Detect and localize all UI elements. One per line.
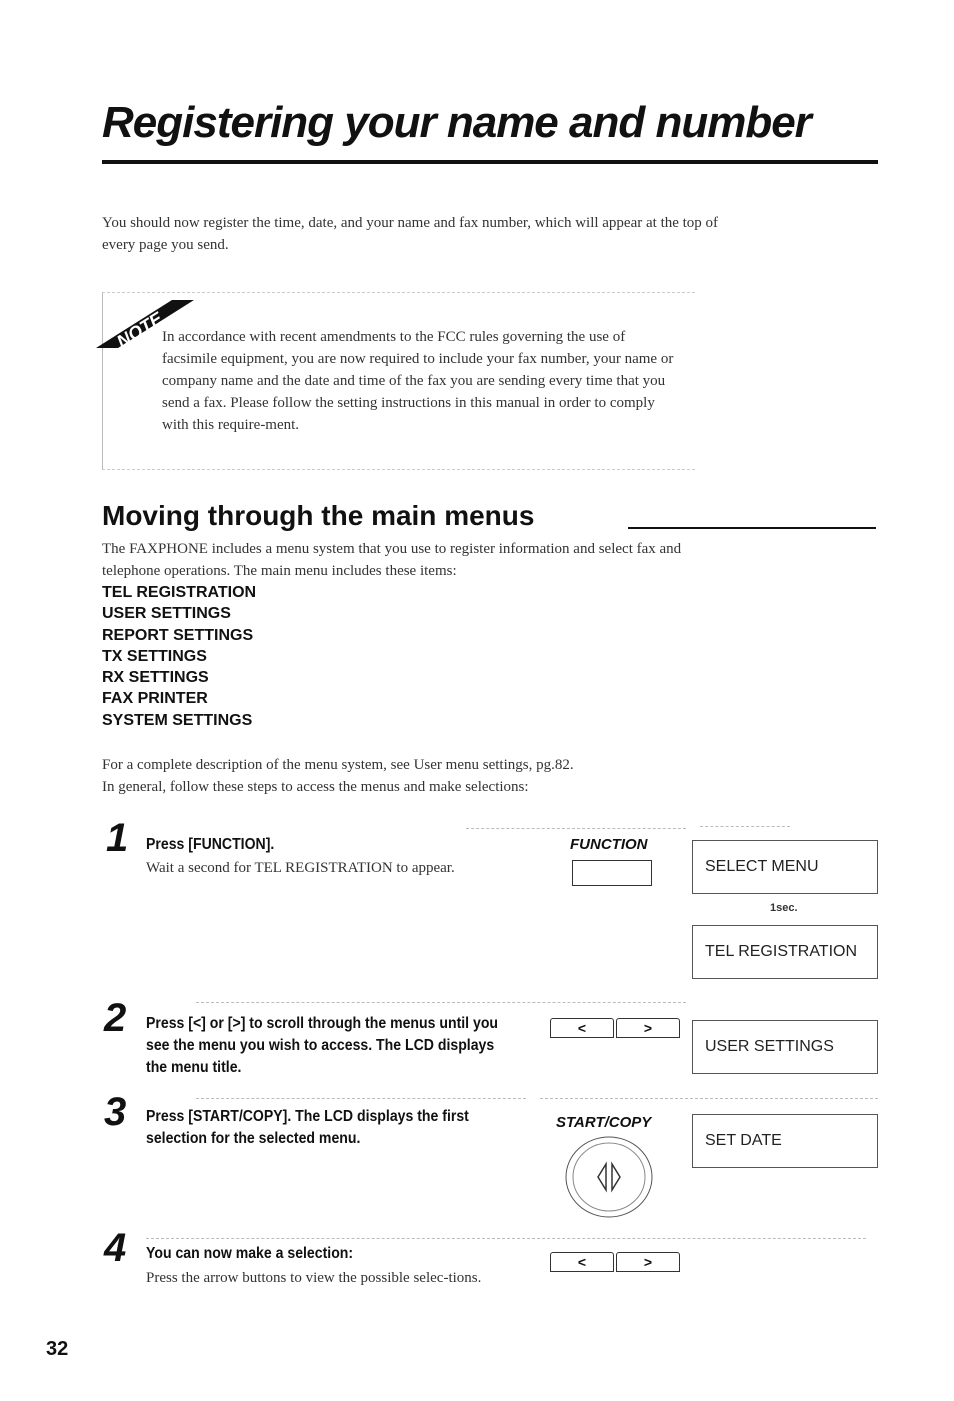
title-rule bbox=[102, 160, 878, 164]
step-title: You can now make a selection: bbox=[146, 1245, 354, 1262]
function-key-caption: FUNCTION bbox=[570, 836, 648, 853]
section-heading: Moving through the main menus bbox=[102, 500, 535, 531]
menu-item-tel-registration: TEL REGISTRATION bbox=[102, 584, 257, 601]
lcd-display: SELECT MENU bbox=[692, 840, 878, 894]
step-separator bbox=[540, 1098, 878, 1099]
step-number: 3 bbox=[104, 1090, 127, 1134]
step-number: 4 bbox=[104, 1226, 127, 1270]
arrow-keys bbox=[550, 1252, 682, 1272]
start-copy-key[interactable] bbox=[562, 1134, 656, 1224]
delay-label: 1sec. bbox=[770, 902, 798, 914]
note-text: In accordance with recent amendments to the FCC rules governing the use of facsimile equipment, you are now required to include your fax number, your name or company name and the date and time of the fax you are sending every time that you send a fax. Please follow the setting instructions in this manual in order to comply with this require-ment. bbox=[162, 329, 674, 433]
start-copy-key-caption: START/COPY bbox=[556, 1114, 652, 1131]
menu-item-user-settings: USER SETTINGS bbox=[102, 605, 231, 623]
menu-item-tx-settings: TX SETTINGS bbox=[102, 647, 207, 665]
menu-item-report-settings: REPORT SETTINGS bbox=[102, 626, 254, 644]
arrow-keys bbox=[550, 1018, 682, 1038]
note-badge-label: NOTE bbox=[113, 308, 167, 352]
step-title: Press [FUNCTION]. bbox=[146, 836, 275, 853]
step-separator bbox=[466, 828, 686, 829]
closing-text bbox=[102, 754, 722, 798]
page-number: 32 bbox=[46, 1338, 69, 1360]
right-arrow-key[interactable]: > bbox=[616, 1018, 680, 1038]
lcd-display: TEL REGISTRATION bbox=[692, 925, 878, 979]
step-title: Press [START/COPY]. The LCD displays the first selection for the selected menu. bbox=[146, 1108, 469, 1147]
lcd-display: USER SETTINGS bbox=[692, 1020, 878, 1074]
step-separator bbox=[196, 1002, 686, 1003]
menu-item-rx-settings: RX SETTINGS bbox=[102, 669, 209, 687]
right-arrow-key[interactable]: > bbox=[616, 1252, 680, 1272]
page-title: Registering your name and number bbox=[102, 98, 811, 147]
menu-item-system-settings: SYSTEM SETTINGS bbox=[102, 711, 253, 729]
intro-paragraph: You should now register the time, date, and your name and fax number, which will appear at the top of every page you send. bbox=[102, 215, 719, 253]
menu-list bbox=[102, 582, 256, 731]
step-separator bbox=[146, 1238, 866, 1239]
lcd-display: SET DATE bbox=[692, 1114, 878, 1168]
menu-intro: The FAXPHONE includes a menu system that you use to register information and select fax and telephone operations. The main menu includes these items: bbox=[102, 541, 682, 579]
closing-line-2: In general, follow these steps to access the menus and make selections: bbox=[102, 779, 529, 795]
menu-item-fax-printer: FAX PRINTER bbox=[102, 690, 208, 708]
step-body: Wait a second for TEL REGISTRATION to appear. bbox=[146, 860, 455, 876]
step-separator bbox=[196, 1098, 526, 1099]
step-body: Press the arrow buttons to view the possible selec-tions. bbox=[146, 1270, 482, 1286]
start-copy-icon bbox=[562, 1134, 656, 1224]
closing-line-1: For a complete description of the menu system, see User menu settings, pg.82. bbox=[102, 757, 574, 773]
step-title: Press [<] or [>] to scroll through the menus until you see the menu you wish to access. The LCD displays the menu title. bbox=[146, 1015, 499, 1076]
section-rule bbox=[628, 527, 876, 529]
left-arrow-key[interactable]: < bbox=[550, 1018, 614, 1038]
step-number: 2 bbox=[104, 996, 127, 1040]
step-number: 1 bbox=[106, 816, 129, 860]
left-arrow-key[interactable]: < bbox=[550, 1252, 614, 1272]
step-separator bbox=[700, 826, 790, 827]
function-key[interactable] bbox=[572, 860, 652, 886]
